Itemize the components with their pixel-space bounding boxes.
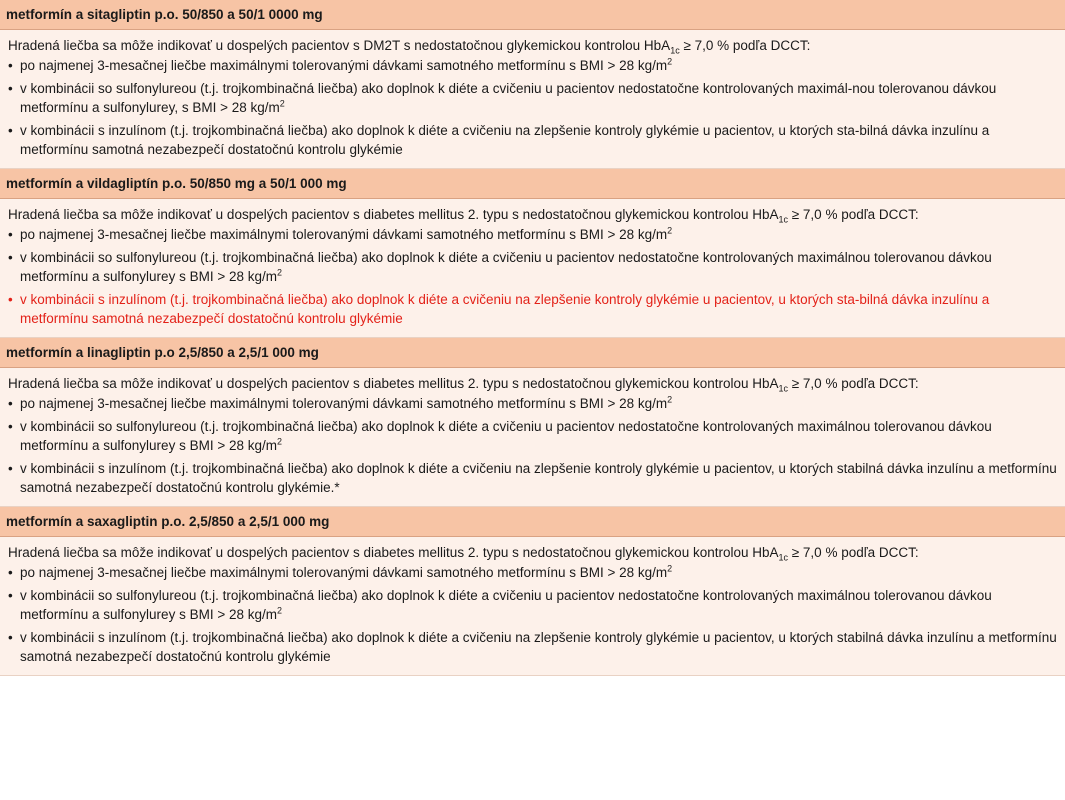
intro-subscript: 1c [670,45,680,56]
intro-text-end: ≥ 7,0 % podľa DCCT: [679,38,811,53]
intro-subscript: 1c [778,552,789,563]
section-body [0,368,1065,507]
section-sitagliptin [0,0,1065,169]
list-item: • po najmenej 3-mesačnej liečbe maximálnymi tolerovanými dávkami samotného metformínu s BMI > 28 $kg/m^2$ [8,225,1059,244]
intro-subscript: 1c [778,214,789,225]
list-item: • v kombinácii so sulfonylureou (t.j. trojkombinačná liečba) ako doplnok k diéte a cvičeniu u pacientov nedostatočne kontrolovaných maximálnou tolerovanou dávkou metformínu a sulfonylurey s BMI > 28 $kg/m^2$ [8,586,1059,624]
section-title: metformín a linagliptin p.o 2,5/850 a 2,5/1 000 mg [0,338,1065,368]
section-intro [8,205,1059,224]
intro-text-end: ≥ 7,0 % podľa DCCT: [788,545,919,560]
criteria-list [8,563,1059,666]
list-item: • v kombinácii so sulfonylureou (t.j. trojkombinačná liečba) ako doplnok k diéte a cvičeniu u pacientov nedostatočne kontrolovaných maximál-nou tolerovanou dávkou metformínu a sulfonylurey, s BMI > 28 $kg/m^2$ [8,79,1059,117]
intro-text-end: ≥ 7,0 % podľa DCCT: [788,207,919,222]
section-linagliptin [0,338,1065,507]
section-intro [8,36,1059,55]
list-item: • po najmenej 3-mesačnej liečbe maximálnymi tolerovanými dávkami samotného metformínu s BMI > 28 $kg/m^2$ [8,394,1059,413]
section-vildagliptin [0,169,1065,338]
section-body [0,537,1065,676]
list-item: • v kombinácii s inzulínom (t.j. trojkombinačná liečba) ako doplnok k diéte a cvičeniu na zlepšenie kontroly glykémie u pacientov, u ktorých stabilná dávka inzulínu a metformínu samotná nezabezpečí dostatočnú kontrolu glykémie [8,628,1059,666]
section-title: metformín a vildagliptín p.o. 50/850 mg a 50/1 000 mg [0,169,1065,199]
criteria-list [8,225,1059,328]
list-item: • po najmenej 3-mesačnej liečbe maximálnymi tolerovanými dávkami samotného metformínu s BMI > 28 $kg/m^2$ [8,563,1059,582]
list-item: • po najmenej 3-mesačnej liečbe maximálnymi tolerovanými dávkami samotného metformínu s BMI > 28 $kg/m^2$ [8,56,1059,75]
section-body [0,199,1065,338]
criteria-list [8,394,1059,497]
intro-text: Hradená liečba sa môže indikovať u dospelých pacientov s diabetes mellitus 2. typu s nedostatočnou glykemickou kontrolou HbA [8,207,779,222]
intro-text: Hradená liečba sa môže indikovať u dospelých pacientov s DM2T s nedostatočnou glykemickou kontrolou HbA [8,38,671,53]
intro-text: Hradená liečba sa môže indikovať u dospelých pacientov s diabetes mellitus 2. typu s nedostatočnou glykemickou kontrolou HbA [8,376,779,391]
intro-subscript: 1c [778,383,789,394]
section-saxagliptin [0,507,1065,676]
criteria-list [8,56,1059,159]
list-item: • v kombinácii s inzulínom (t.j. trojkombinačná liečba) ako doplnok k diéte a cvičeniu na zlepšenie kontroly glykémie u pacientov, u ktorých sta-bilná dávka inzulínu a metformínu samotná nezabezpečí dostatočnú kontrolu glykémie [8,121,1059,159]
section-intro [8,374,1059,393]
list-item: • v kombinácii s inzulínom (t.j. trojkombinačná liečba) ako doplnok k diéte a cvičeniu na zlepšenie kontroly glykémie u pacientov, u ktorých stabilná dávka inzulínu a metformínu samotná nezabezpečí dostatočnú kontrolu glykémie.* [8,459,1059,497]
section-title: metformín a sitagliptin p.o. 50/850 a 50/1 0000 mg [0,0,1065,30]
list-item: • v kombinácii so sulfonylureou (t.j. trojkombinačná liečba) ako doplnok k diéte a cvičeniu u pacientov nedostatočne kontrolovaných maximálnou tolerovanou dávkou metformínu a sulfonylurey s BMI > 28 $kg/m^2$ [8,248,1059,286]
section-intro [8,543,1059,562]
section-title: metformín a saxagliptin p.o. 2,5/850 a 2,5/1 000 mg [0,507,1065,537]
intro-text: Hradená liečba sa môže indikovať u dospelých pacientov s diabetes mellitus 2. typu s nedostatočnou glykemickou kontrolou HbA [8,545,779,560]
list-item: • v kombinácii so sulfonylureou (t.j. trojkombinačná liečba) ako doplnok k diéte a cvičeniu u pacientov nedostatočne kontrolovaných maximálnou tolerovanou dávkou metformínu a sulfonylurey s BMI > 28 $kg/m^2$ [8,417,1059,455]
intro-text-end: ≥ 7,0 % podľa DCCT: [788,376,919,391]
list-item-highlighted: • v kombinácii s inzulínom (t.j. trojkombinačná liečba) ako doplnok k diéte a cvičeniu na zlepšenie kontroly glykémie u pacientov, u ktorých sta-bilná dávka inzulínu a metformínu samotná nezabezpečí dostatočnú kontrolu glykémie [8,290,1059,328]
section-body [0,30,1065,169]
